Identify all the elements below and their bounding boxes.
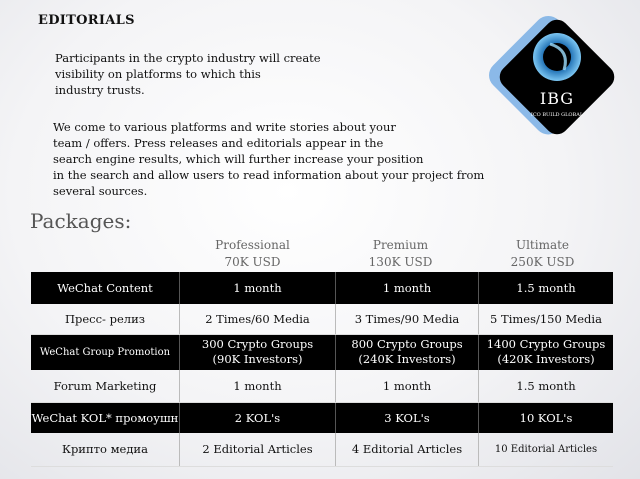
table-cell [180, 334, 336, 370]
row-label: Крипто медиа [31, 433, 180, 466]
intro-paragraph [55, 50, 355, 98]
row-label: WeChat Content [31, 272, 180, 304]
body-paragraph [53, 119, 493, 199]
table-cell: 3 Times/90 Media [336, 304, 479, 334]
cell-line: (90K Investors) [212, 352, 303, 367]
table-cell: 2 Times/60 Media [180, 304, 336, 334]
table-cell: 2 Editorial Articles [180, 433, 336, 466]
table-cell: 4 Editorial Articles [336, 433, 479, 466]
table-cell: 10 Editorial Articles [479, 433, 614, 466]
table-cell: 10 KOL's [479, 402, 614, 433]
body-line: team / offers. Press releases and editorials appear in the [53, 136, 384, 150]
body-line: search engine results, which will further increase your position [53, 152, 424, 166]
table-cell: 1 month [336, 272, 479, 304]
table-row [31, 272, 613, 304]
row-label: WeChat Group Promotion [31, 334, 180, 370]
intro-line: industry trusts. [55, 83, 145, 97]
logo-tagline: ICO BUILD GLOBAL [530, 112, 584, 118]
ibg-logo [480, 0, 640, 165]
cell-line: (420K Investors) [497, 352, 595, 367]
column-header-ultimate [475, 237, 610, 271]
row-label: Forum Marketing [31, 370, 180, 402]
column-name: Professional [215, 238, 290, 252]
cell-line: 1400 Crypto Groups [486, 337, 606, 352]
table-cell: 1 month [180, 272, 336, 304]
table-cell: 1.5 month [479, 272, 614, 304]
table-cell: 3 KOL's [336, 402, 479, 433]
packages-heading: Packages: [30, 209, 132, 233]
cell-line: 800 Crypto Groups [351, 337, 463, 352]
table-row [31, 433, 613, 466]
table-cell: 5 Times/150 Media [479, 304, 614, 334]
cell-line: (240K Investors) [358, 352, 456, 367]
body-line: We come to various platforms and write stories about your [53, 120, 396, 134]
table-row [31, 304, 613, 334]
table-cell [336, 334, 479, 370]
packages-table [31, 272, 613, 467]
body-line: in the search and allow users to read information about your project from [53, 168, 485, 182]
table-row [31, 402, 613, 433]
cell-line: 300 Crypto Groups [201, 337, 314, 352]
table-cell: 1 month [336, 370, 479, 402]
column-price: 130K USD [368, 255, 433, 269]
body-line: several sources. [53, 184, 148, 198]
row-label: WeChat KOL* промоушн [31, 402, 180, 433]
page-title: EDITORIALS [38, 13, 135, 28]
logo-name: IBG [539, 89, 575, 108]
row-label: Пресс- релиз [31, 304, 180, 334]
table-cell: 1.5 month [479, 370, 614, 402]
table-row [31, 334, 613, 370]
table-cell: 1 month [180, 370, 336, 402]
column-header-professional [185, 237, 320, 271]
intro-line: Participants in the crypto industry will create [55, 51, 321, 65]
table-row [31, 370, 613, 402]
intro-line: visibility on platforms to which this [55, 67, 261, 81]
table-cell [479, 334, 614, 370]
column-price: 250K USD [510, 255, 575, 269]
table-cell: 2 KOL's [180, 402, 336, 433]
column-name: Premium [372, 238, 429, 252]
column-price: 70K USD [224, 255, 281, 269]
column-name: Ultimate [515, 238, 570, 252]
column-header-premium [333, 237, 468, 271]
